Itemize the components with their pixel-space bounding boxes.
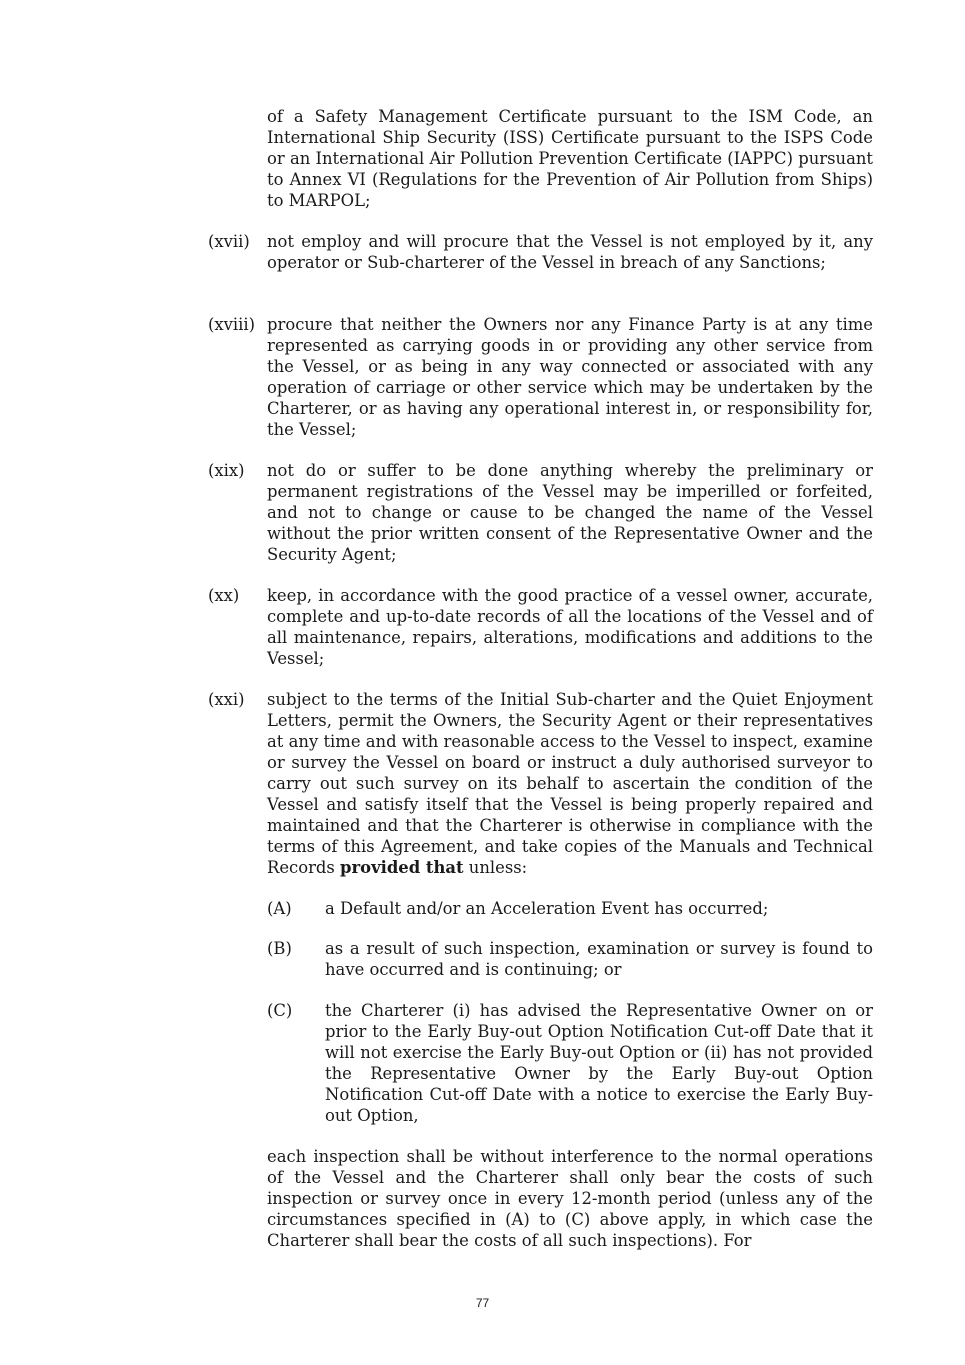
clause-label: (xxi) [208,690,245,709]
clause-text-part: unless: [463,858,528,877]
clause-text-part: subject to the terms of the Initial Sub-charter and the Quiet Enjoyment Letters, permit the Owners, the Security Agent or their representatives at any time and with reasonable access to the Vessel to inspect, examine or survey the Vessel on board or instruct a duly authorised surveyor to carry out such survey on its behalf to ascertain the condition of the Vessel and satisfy itself that the Vessel is being properly repaired and maintained and that the Charterer is otherwise in compliance with the terms of this Agreement, and take copies of the Manuals and Technical Records [267,690,873,877]
clause-text: not employ and will procure that the Vessel is not employed by it, any operator or Sub-charterer of the Vessel in breach of any Sanctions; [267,232,873,272]
clause-label: (xviii) [208,315,256,334]
subclause-label: (A) [267,899,292,918]
clause-label: (xix) [208,461,245,480]
subclause-text: as a result of such inspection, examination or survey is found to have occurred and is continuing; or [325,939,873,979]
clause-text [267,689,873,878]
intro-continuation-paragraph: of a Safety Management Certificate pursuant to the ISM Code, an International Ship Security (ISS) Certificate pursuant to the ISPS Code or an International Air Pollution Prevention Certificate (IAPPC) pursuant to Annex VI (Regulations for the Prevention of Air Pollution from Ships) to MARPOL; [267,107,873,210]
subclause-text: a Default and/or an Acceleration Event has occurred; [325,899,769,918]
closing-paragraph: each inspection shall be without interference to the normal operations of the Vessel and the Charterer shall only bear the costs of such inspection or survey once in every 12-month period (unless any of the circumstances specified in (A) to (C) above apply, in which case the Charterer shall bear the costs of all such inspections). For [267,1147,873,1250]
page-number: 77 [475,1296,490,1310]
clause-text: keep, in accordance with the good practice of a vessel owner, accurate, complete and up-to-date records of all the locations of the Vessel and of all maintenance, repairs, alterations, modifications and additions to the Vessel; [267,586,873,668]
clause-label: (xvii) [208,232,250,251]
clause-label: (xx) [208,586,240,605]
provided-that-emphasis: provided that [340,858,464,877]
clause-text: procure that neither the Owners nor any Finance Party is at any time represented as carrying goods in or providing any other service from the Vessel, or as being in any way connected or associated with any operation of carriage or other service which may be undertaken by the Charterer, or as having any operational interest in, or responsibility for, the Vessel; [267,315,873,439]
subclause-label: (B) [267,939,292,958]
subclause-text: the Charterer (i) has advised the Representative Owner on or prior to the Early Buy-out Option Notification Cut-off Date that it will not exercise the Early Buy-out Option or (ii) has not provided the Representative Owner by the Early Buy-out Option Notification Cut-off Date with a notice to exercise the Early Buy-out Option, [325,1001,873,1125]
subclause-label: (C) [267,1001,293,1020]
clause-text: not do or suffer to be done anything whereby the preliminary or permanent registrations of the Vessel may be imperilled or forfeited, and not to change or cause to be changed the name of the Vessel without the prior written consent of the Representative Owner and the Security Agent; [267,461,873,564]
